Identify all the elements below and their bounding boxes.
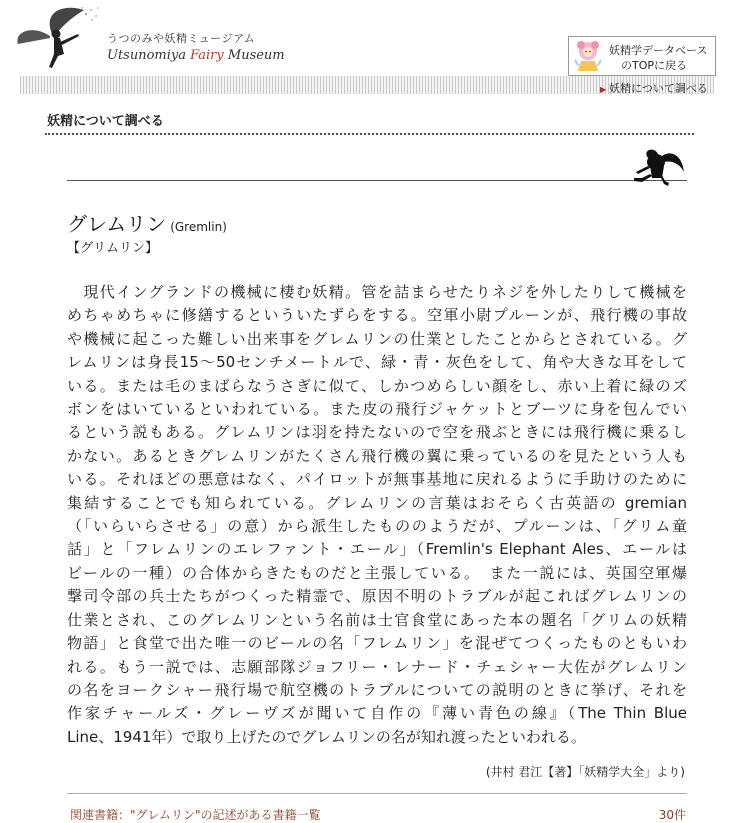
article-line: Line、1941年）で取り上げたのでグレムリンの名が知れ渡ったといわれる。 (67, 727, 586, 746)
site-name-en-fairy: Fairy (190, 48, 224, 63)
article-line: れる。もう一説では、志願部隊ジョフリー・レナード・チェシャー大佐がグレムリン (67, 657, 687, 676)
fairy-silhouette-icon (12, 4, 102, 74)
article-title-en: (Gremlin) (170, 220, 227, 234)
article-line: かない。あるときグレムリンがたくさん飛行機の翼に乗っているのを見たという人も (67, 446, 687, 465)
triangle-right-icon: ▶ (600, 85, 607, 94)
article-line: 仕業とされ、このグレムリンという名前は士官食堂にあった本の題名「グリムの妖精 (67, 610, 687, 629)
site-name-en (107, 48, 285, 63)
article-source: (井村 君江【著】「妖精学大全」より) (485, 765, 685, 779)
article-divider (67, 180, 687, 181)
article-line: の名をヨークシャー飛行場で航空機のトラブルについての説明のときに挙げ、それを (67, 680, 687, 699)
database-top-button[interactable] (568, 36, 716, 76)
article-line: ビールの一種）の合体からきたものだと主張している。 また一説には、英国空軍爆 (67, 563, 687, 582)
article-line: 撃司令部の兵士たちがつくった精霊で、原因不明のトラブルが起こればグレムリンの (67, 587, 687, 606)
article-body (67, 281, 687, 749)
article-line: や機械に起こった難しい出来事をグレムリンの仕業としたことからとされている。グ (67, 329, 687, 348)
imp-silhouette-icon (612, 148, 690, 188)
article-reading: 【グリムリン】 (67, 241, 159, 256)
article-line: いる。それほどの悪意はなく、パイロットが無事基地に戻れるように手助けのために (67, 470, 687, 489)
article-line: （「いらいらさせる」の意）から派生したもののようだが、プルーンは、「グリム童 (67, 517, 687, 536)
related-books-count[interactable]: 30件 (658, 808, 686, 822)
site-header (0, 0, 734, 96)
site-logo[interactable] (12, 4, 285, 74)
article-line: 物語」と食堂で出た唯一のビールの名「フレムリン」を混ぜてつくったものともいわ (67, 634, 687, 653)
section-title: 妖精について調べる (47, 114, 164, 129)
article-line: レムリンは身長15～50センチメートルで、緑・青・灰色をして、角や大きな耳をして (67, 353, 687, 372)
dotted-divider (45, 133, 694, 135)
article-line: 話」と「フレムリンのエレファント・エール」（Fremlin's Elephant Ales、エールは (67, 540, 687, 559)
article-line: ボンをはいているといわれている。また皮の飛行ジャケットとブーツに身を包んでい (67, 400, 687, 419)
site-name-jp: うつのみや妖精ミュージアム (107, 32, 256, 45)
database-top-label-2: のTOPに戻る (621, 59, 688, 72)
research-fairy-link-label: 妖精について調べる (609, 82, 708, 95)
article-line: 集結することでも知られている。グレムリンの言葉はおそらく古英語の gremian (67, 493, 687, 512)
article-line: 現代イングランドの機械に棲む妖精。管を詰まらせたりネジを外したりして機械を (67, 283, 687, 301)
site-name-en-pre: Utsunomiya (107, 48, 191, 63)
article-line: 作家チャールズ・グレーヴズが聞いて自作の『薄い青色の線』（The Thin Blue (67, 704, 687, 723)
site-name-en-post: Museum (223, 48, 285, 63)
article-line: いる。または毛のまばらなうさぎに似て、しかつめらしい顔をし、赤い上着に緑のズ (67, 376, 687, 395)
fairy-character-icon (571, 39, 605, 73)
article-title-jp: グレムリン (67, 212, 167, 236)
article-line: めちゃめちゃに修繕するといういたずらをする。空軍小尉プルーンが、飛行機の事故 (67, 306, 687, 325)
related-books-link[interactable]: 関連書籍："グレムリン"の記述がある書籍一覧 (70, 808, 321, 822)
article-title (67, 208, 227, 237)
article-line: るという説もある。グレムリンは羽を持たないので空を飛ぶときには飛行機に乗るし (67, 423, 687, 442)
research-fairy-link[interactable] (600, 80, 708, 96)
footer-divider (67, 793, 687, 794)
database-top-label-1: 妖精学データベース (609, 44, 708, 57)
